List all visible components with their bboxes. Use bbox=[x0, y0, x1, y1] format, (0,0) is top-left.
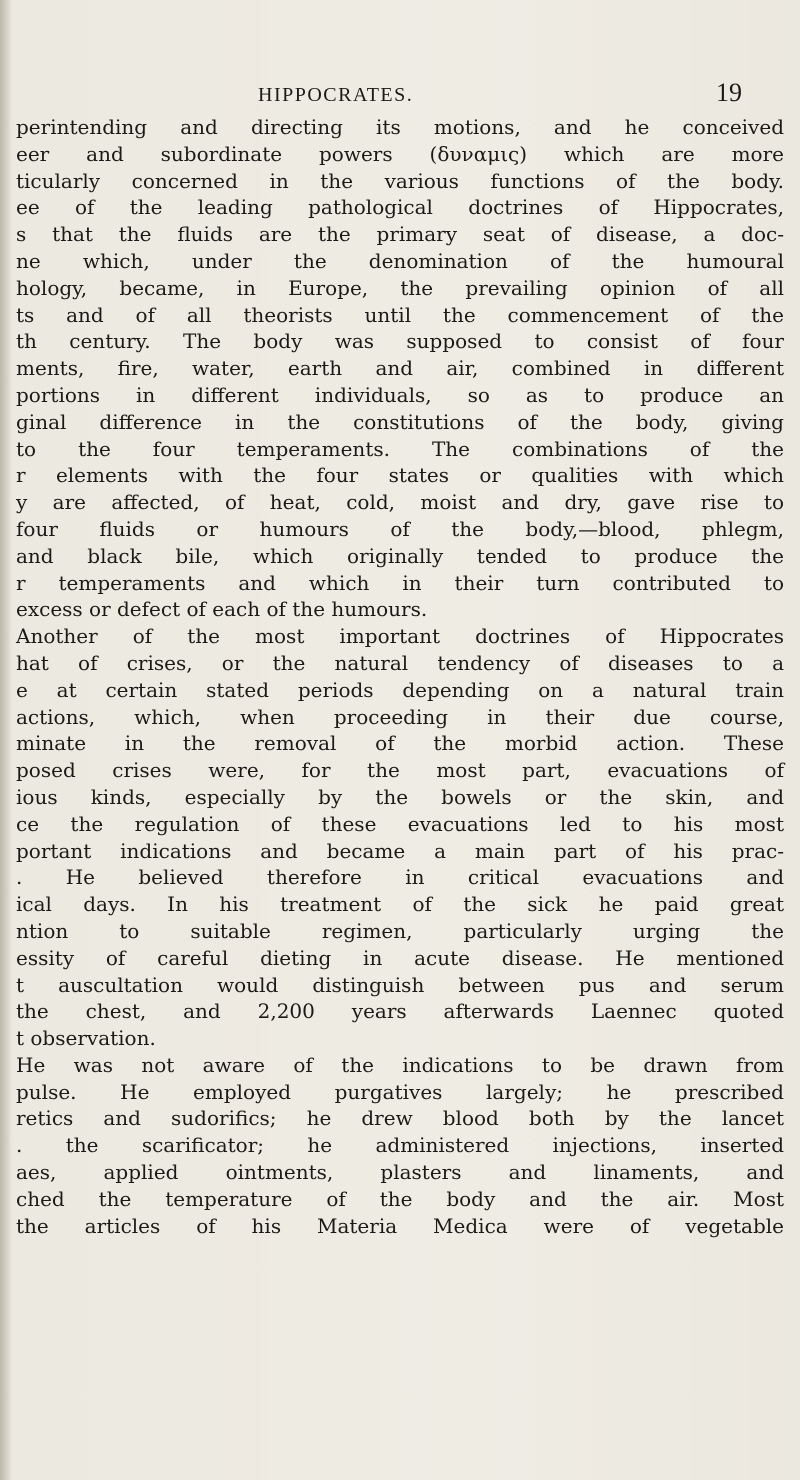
text-line: essity of careful dieting in acute disease. He mentioned bbox=[16, 945, 784, 970]
text-line: aes, applied ointments, plasters and linaments, and bbox=[16, 1160, 784, 1185]
page-gutter-shadow bbox=[0, 0, 10, 1480]
body-text bbox=[16, 114, 784, 1239]
text-line: s that the fluids are the primary seat of disease, a doc- bbox=[16, 222, 784, 247]
text-line: to the four temperaments. The combinations of the bbox=[16, 436, 784, 461]
text-line: ts and of all theorists until the commencement of the bbox=[16, 302, 784, 327]
text-line: th century. The body was supposed to consist of four bbox=[16, 329, 784, 354]
text-line: perintending and directing its motions, and he conceived bbox=[16, 115, 784, 139]
text-line: t auscultation would distinguish between pus and serum bbox=[16, 972, 784, 997]
text-line: ginal difference in the constitutions of the body, giving bbox=[16, 409, 784, 434]
page-number: 19 bbox=[716, 78, 742, 107]
text-line: and black bile, which originally tended to produce the bbox=[16, 543, 784, 568]
text-line: ched the temperature of the body and the air. Most bbox=[16, 1186, 784, 1211]
text-line: ticularly concerned in the various functions of the body. bbox=[16, 168, 784, 193]
text-line: four fluids or humours of the body,—blood, phlegm, bbox=[16, 516, 784, 541]
text-line: e at certain stated periods depending on a natural train bbox=[16, 677, 784, 702]
text-line: minate in the removal of the morbid action. These bbox=[16, 731, 784, 756]
text-line: He was not aware of the indications to be drawn from bbox=[16, 1052, 784, 1077]
text-line: eer and subordinate powers (δυναμις) which are more bbox=[16, 141, 784, 166]
text-line: ious kinds, especially by the bowels or the skin, and bbox=[16, 784, 784, 809]
running-head bbox=[0, 78, 800, 108]
text-line: actions, which, when proceeding in their due course, bbox=[16, 704, 784, 729]
text-line: hat of crises, or the natural tendency of diseases to a bbox=[16, 650, 784, 675]
text-line: r elements with the four states or qualities with which bbox=[16, 463, 784, 488]
text-line: portions in different individuals, so as to produce an bbox=[16, 382, 784, 407]
text-line: ntion to suitable regimen, particularly urging the bbox=[16, 918, 784, 943]
text-line: y are affected, of heat, cold, moist and dry, gave rise to bbox=[16, 490, 784, 515]
text-line: portant indications and became a main part of his prac- bbox=[16, 838, 784, 863]
text-line: ments, fire, water, earth and air, combined in different bbox=[16, 356, 784, 381]
text-line: . He believed therefore in critical evacuations and bbox=[16, 865, 784, 890]
text-line: r temperaments and which in their turn contributed to bbox=[16, 570, 784, 595]
text-line: hology, became, in Europe, the prevailing opinion of all bbox=[16, 275, 784, 300]
text-line: retics and sudorifics; he drew blood both by the lancet bbox=[16, 1106, 784, 1131]
text-line: ce the regulation of these evacuations led to his most bbox=[16, 811, 784, 836]
text-line: pulse. He employed purgatives largely; he prescribed bbox=[16, 1079, 784, 1104]
text-line: ne which, under the denomination of the humoural bbox=[16, 248, 784, 273]
text-line: t observation. bbox=[16, 1026, 156, 1051]
text-line: the chest, and 2,200 years afterwards Laennec quoted bbox=[16, 999, 784, 1024]
text-line: the articles of his Materia Medica were of vegetable bbox=[16, 1213, 784, 1238]
text-line: Another of the most important doctrines of Hippocrates bbox=[16, 624, 784, 649]
text-line: . the scarificator; he administered injections, inserted bbox=[16, 1133, 784, 1158]
text-line: posed crises were, for the most part, evacuations of bbox=[16, 758, 784, 783]
text-line: ical days. In his treatment of the sick he paid great bbox=[16, 892, 784, 917]
text-line: excess or defect of each of the humours. bbox=[16, 597, 428, 622]
running-head-title: HIPPOCRATES. bbox=[258, 84, 414, 106]
text-line: ee of the leading pathological doctrines of Hippocrates, bbox=[16, 195, 784, 220]
